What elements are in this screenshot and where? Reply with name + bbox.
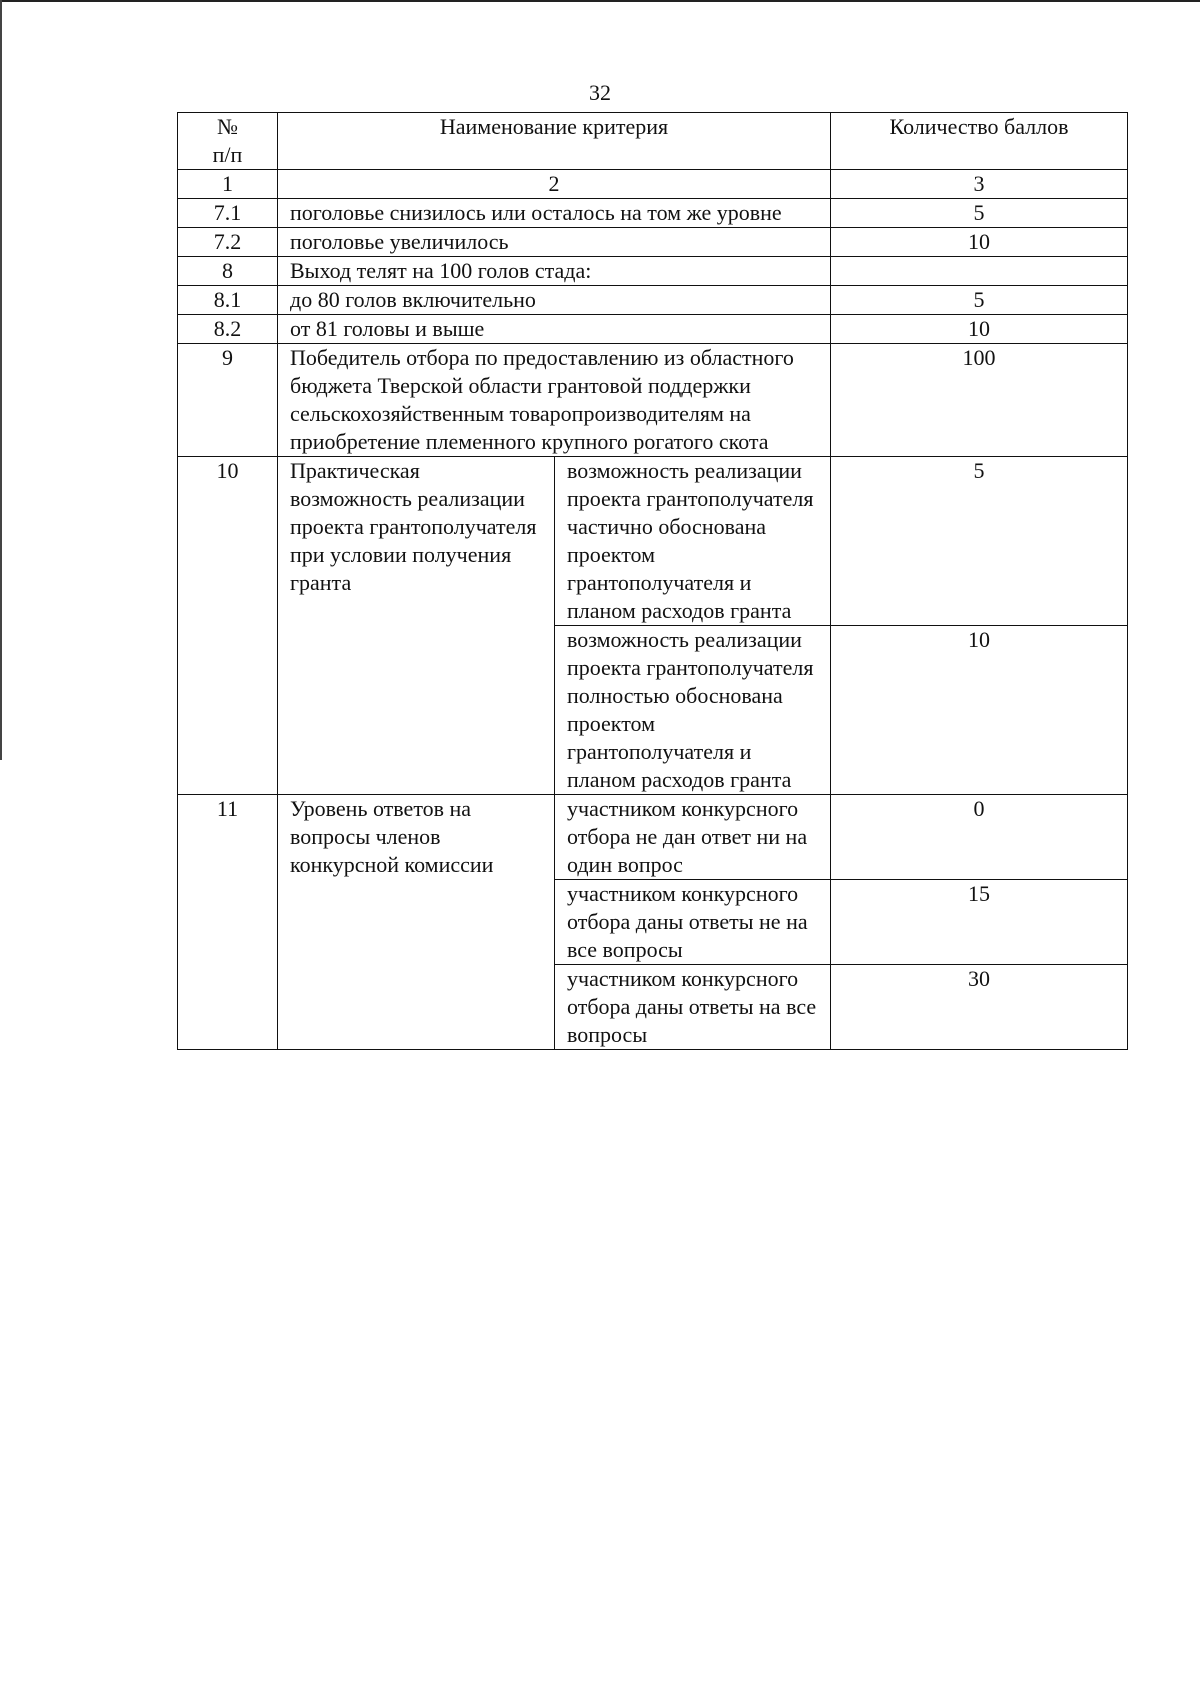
criterion-option: возможность реализации проекта грантополучателя полностью обоснована проектом грантополучателя и планом расходов гранта bbox=[555, 626, 831, 795]
row-name: поголовье увеличилось bbox=[278, 228, 831, 257]
scan-edge-top bbox=[0, 0, 1200, 2]
row-score: 10 bbox=[831, 315, 1128, 344]
criterion-name: Уровень ответов на вопросы членов конкурсной комиссии bbox=[278, 795, 555, 1050]
table-row bbox=[178, 286, 1128, 315]
scan-edge-left bbox=[0, 0, 2, 760]
criterion-option: участником конкурсного отбора даны ответы на все вопросы bbox=[555, 965, 831, 1050]
table-row bbox=[178, 315, 1128, 344]
row-score: 100 bbox=[831, 344, 1128, 457]
header-num: № п/п bbox=[178, 113, 278, 170]
header-score: Количество баллов bbox=[831, 113, 1128, 170]
option-score: 30 bbox=[831, 965, 1128, 1050]
row-num: 8 bbox=[178, 257, 278, 286]
header-name: Наименование критерия bbox=[278, 113, 831, 170]
row-score: 5 bbox=[831, 286, 1128, 315]
row-name: Победитель отбора по предоставлению из областного бюджета Тверской области грантовой поддержки сельскохозяйственным товаропроизводителям на приобретение племенного крупного рогатого скота bbox=[278, 344, 831, 457]
row-name: от 81 головы и выше bbox=[278, 315, 831, 344]
row-name: поголовье снизилось или осталось на том же уровне bbox=[278, 199, 831, 228]
row-score: 5 bbox=[831, 199, 1128, 228]
page-number: 32 bbox=[589, 80, 611, 105]
criterion-name: Практическая возможность реализации проекта грантополучателя при условии получения гранта bbox=[278, 457, 555, 795]
row-num: 7.1 bbox=[178, 199, 278, 228]
table-row bbox=[178, 795, 1128, 880]
row-num: 7.2 bbox=[178, 228, 278, 257]
table-row bbox=[178, 257, 1128, 286]
criterion-option: возможность реализации проекта грантополучателя частично обоснована проектом грантополучателя и планом расходов гранта bbox=[555, 457, 831, 626]
option-score: 15 bbox=[831, 880, 1128, 965]
table-row bbox=[178, 199, 1128, 228]
column-number: 1 bbox=[178, 170, 278, 199]
table-row bbox=[178, 344, 1128, 457]
column-numbers-row bbox=[178, 170, 1128, 199]
criteria-table bbox=[177, 112, 1128, 1050]
criterion-option: участником конкурсного отбора даны ответы не на все вопросы bbox=[555, 880, 831, 965]
option-score: 0 bbox=[831, 795, 1128, 880]
row-num: 8.1 bbox=[178, 286, 278, 315]
row-num: 9 bbox=[178, 344, 278, 457]
table-row bbox=[178, 457, 1128, 626]
option-score: 10 bbox=[831, 626, 1128, 795]
option-score: 5 bbox=[831, 457, 1128, 626]
table-row bbox=[178, 228, 1128, 257]
row-score: 10 bbox=[831, 228, 1128, 257]
row-name: до 80 голов включительно bbox=[278, 286, 831, 315]
row-score bbox=[831, 257, 1128, 286]
row-name: Выход телят на 100 голов стада: bbox=[278, 257, 831, 286]
column-number: 2 bbox=[278, 170, 831, 199]
criterion-option: участником конкурсного отбора не дан ответ ни на один вопрос bbox=[555, 795, 831, 880]
table-header-row bbox=[178, 113, 1128, 170]
row-num: 8.2 bbox=[178, 315, 278, 344]
column-number: 3 bbox=[831, 170, 1128, 199]
row-num: 10 bbox=[178, 457, 278, 795]
row-num: 11 bbox=[178, 795, 278, 1050]
